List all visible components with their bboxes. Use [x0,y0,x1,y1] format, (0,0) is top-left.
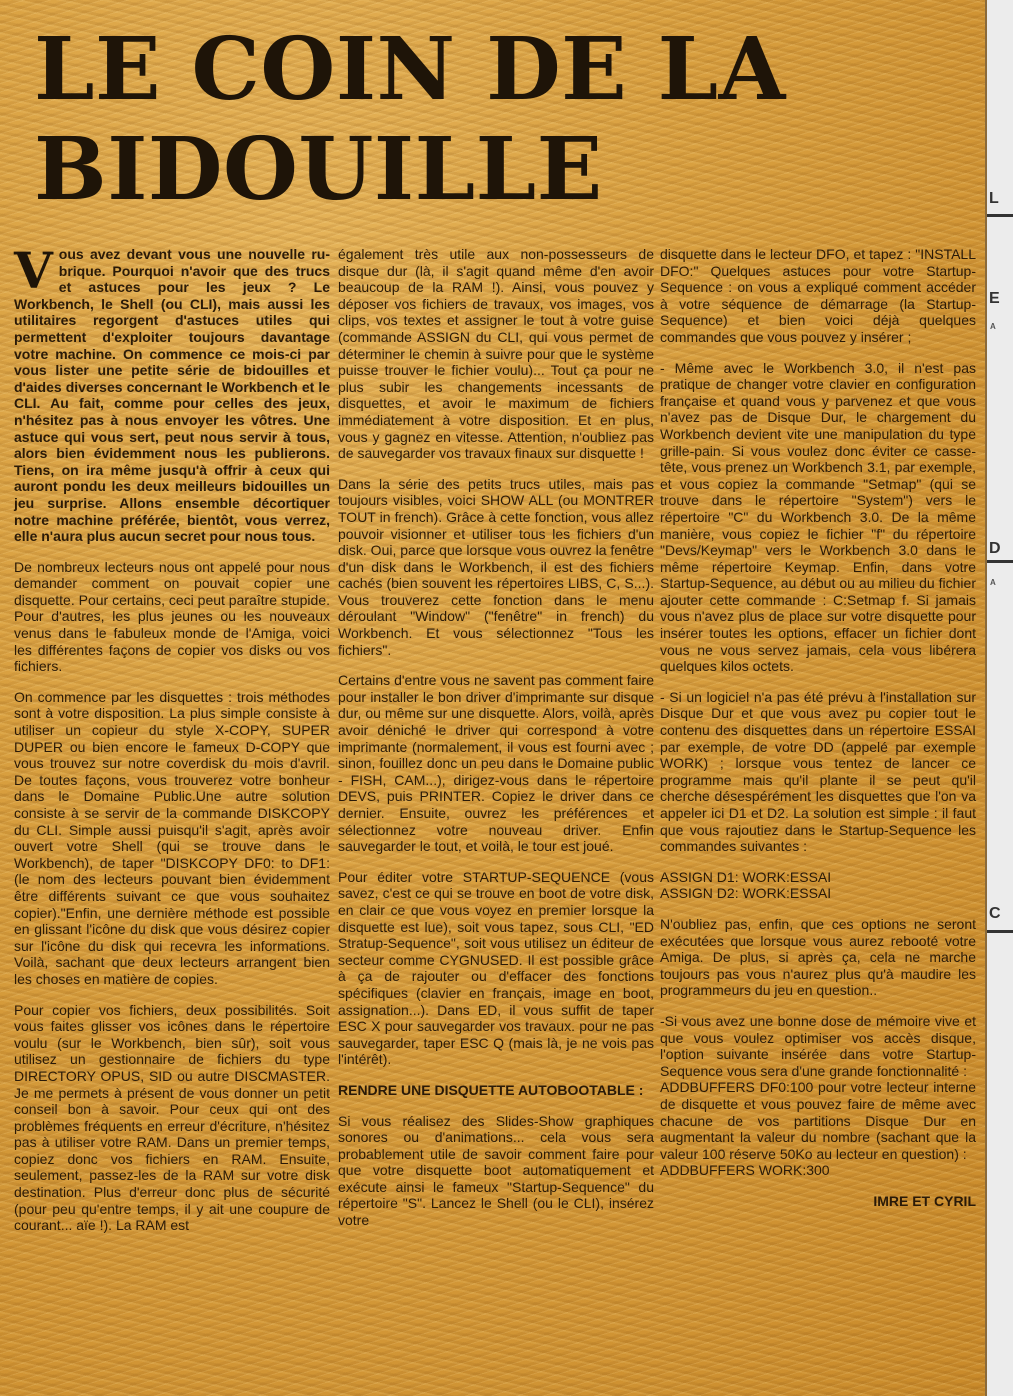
adjacent-page-edge [985,0,1013,1396]
paragraph: N'oubliez pas, enfin, que ces options ne seront exécutées que lorsque vous aurez rebooté votre Amiga. De plus, si après ça, cela ne marche toujours pas vous n'aurez plus qu'à maudire les programmeurs du jeu en question.. [660,915,976,999]
code-block [660,1162,976,1179]
code-line: ASSIGN D1: WORK:ESSAI [660,868,832,885]
paragraph: Si vous réalisez des Slides-Show graphiques sonores ou d'animations... cela vous sera probablement utile de savoir comment faire pour que votre disquette boot automatiquement et exécute ainsi le fameux "Startup-Sequence" du répertoire "S". Lancez le Shell (ou le CLI), insérez votre [338,1112,654,1229]
edge-letter: A [990,578,996,587]
paragraph: - Si un logiciel n'a pas été prévu à l'installation sur Disque Dur et que vous avez pu copier tout le contenu des disquettes dans un répertoire ESSAI par exemple, de votre DD (appelé par exemple WORK) ; lorsque vous tentez de lancer ce programme mais qu'il plante il se peut qu'il cherche désespérément les disquettes que l'on va appeler ici D1 et D2. La solution est simple : il faut que vous rajoutiez dans le Startup-Sequence les commandes suivantes : [660,688,976,855]
code-block [660,869,976,902]
edge-letter: C [989,905,1001,922]
divider [987,214,1013,217]
code-line: ASSIGN D2: WORK:ESSAI [660,885,832,902]
code-line: ADDBUFFERS WORK:300 [660,1162,830,1179]
intro-text: ous avez devant vous une nouvelle ru-brique. Pourquoi n'avoir que des trucs et astuces pour les jeux ? Le Workbench, le Shell (ou CLI), mais aussi les utilitaires regorgent d'astuces utiles qui permettent d'exploiter toujours davantage votre machine. On commence ce mois-ci par vous lister une petite série de bidouilles et d'aides diverses concernant le Workbench et le CLI. Au fait, comme pour celles des jeux, n'hésitez pas à nous envoyer les vôtres. Une astuce qui vous sert, peut nous servir à tous, alors bien évidemment nous les publierons. Tiens, on ira même jusqu'à offrir à ceux qui auront pondu les deux meilleurs bidouilles un jeu surprise. Allons ensemble décortiquer notre machine préférée, bientôt, vous verrez, elle n'aura plus aucun secret pour nous tous. [14,246,330,545]
paragraph: Certains d'entre vous ne savent pas comment faire pour installer le bon driver d'imprimante sur disque dur, ou même sur une disquette. Alors, voilà, après avoir déniché le driver qui correspond à votre imprimante (normalement, il vous est fourni avec ; sinon, fouillez donc un peu dans le Domaine public - FISH, CAM...), dirigez-vous dans le répertoire DEVS, puis PRINTER. Copiez le driver dans ce dernier. Ensuite, ouvrez les préférences et sélectionnez votre nouveau driver. Enfin sauvegarder le tout, et voilà, le tour est joué. [338,672,654,855]
paragraph: également très utile aux non-possesseurs de disque dur (là, il s'agit quand même d'en avoir beaucoup de la RAM !). Ainsi, vous pouvez y déposer vos fichiers de travaux, vos images, vos clips, vos textes et assigner le tout à votre guise (commande ASSIGN du CLI, qui vous permet de déterminer le chemin à suivre pour que le système puisse trouver le fichier voulu)... Tout ça pour ne plus subir les changements incessants de disquettes, et avoir le maximum de fichiers immédiatement à votre disposition. Et en plus, vous y gagnez en vitesse. Attention, n'oubliez pas de sauvegarder vos travaux finaux sur disquette ! [338,246,654,462]
article-title [34,20,934,220]
edge-letter: A [990,322,996,331]
column-1 [14,241,330,1248]
paragraph: ADDBUFFERS DF0:100 pour votre lecteur interne de disquette et vous pouvez faire de même avec chacune de vos partitions Disque Dur en augmentant la valeur du nombre (sachant que la valeur 100 réserve 50Ko au lecteur en question) : [660,1079,976,1162]
drop-cap: V [14,241,53,300]
paragraph: -Si vous avez une bonne dose de mémoire vive et que vous voulez optimiser vos accès disque, l'option suivante insérée dans votre Startup-Sequence vous sera d'une grande fonctionnalité : [660,1012,976,1079]
paragraph: Dans la série des petits trucs utiles, mais pas toujours visibles, voici SHOW ALL (ou MONTRER TOUT in french). Grâce à cette fonction, vous allez pouvoir visionner et utiliser tous les fichiers d'un disk. Oui, parce que lorsque vous ouvrez la fenêtre d'un disk dans le Workbench, il est des fichiers cachés (bien souvent les répertoires LIBS, C, S...). Vous trouverez cette fonction dans le menu déroulant "Window" ("fenêtre" in french) du Workbench. Et vous sélectionnez "Tous les fichiers". [338,475,654,658]
title-line-1: LE COIN DE LA [34,19,786,120]
divider [987,560,1013,563]
intro-paragraph [14,241,330,545]
edge-letter: D [989,540,1001,557]
divider [987,930,1013,933]
paragraph: Pour copier vos fichiers, deux possibilités. Soit vous faites glisser vos icônes dans le répertoire voulu (sur le Workbench, bien sûr), soit vous utilisez un gestionnaire de fichiers du type DIRECTORY OPUS, SID ou autre DISCMASTER. Je me permets à présent de vous donner un petit conseil bon à savoir. Pour ceux qui ont des problèmes fréquents en erreur d'écriture, n'hésitez pas à utiliser votre RAM. Dans un premier temps, copiez donc vos fichiers en RAM. Ensuite, seulement, passez-les de la RAM sur votre disk destination. Plus d'erreur donc plus de sécurité (pour peu qu'entre temps, il y ait une coupure de courant... aïe !). La RAM est [14,1001,330,1234]
paragraph: Pour éditer votre STARTUP-SEQUENCE (vous savez, c'est ce qui se trouve en boot de votre disk, en clair ce que vous voyez en premier lorsque la disquette est lue), soit vous tapez, sous CLI, "ED Stratup-Sequence", soit vous utilisez un éditeur de secteur comme CYGNUSED. Il est possible grâce à ça de rajouter ou d'effacer des fonctions spécifiques (clavier en français, image en boot, assignation...). Dans ED, il vous suffit de taper ESC X pour sauvegarder vos travaux. pour ne pas sauvegarder, taper ESC Q (mais là, je ne vois pas l'intérêt). [338,868,654,1068]
column-2 [338,246,654,1243]
paragraph: disquette dans le lecteur DFO, et tapez : "INSTALL DFO:" Quelques astuces pour votre Startup-Sequence : on vous a expliqué comment accéder à votre séquence de démarrage (la Startup-Sequence) et bien voici déjà quelques commandes que vous pouvez y insérer ; [660,246,976,345]
edge-letter: L [989,190,999,207]
paragraph: - Même avec le Workbench 3.0, il n'est pas pratique de changer votre clavier en configuration française et quand vous y parvenez et que vous n'avez pas de Disque Dur, le chargement du Workbench devient vite une manipulation du type grille-pain. Si vous voulez donc éviter ce casse-tête, vous prenez un Workbench 3.1, par exemple, et vous copiez la commande "Setmap" (qui se trouve dans le répertoire "System") vers le répertoire "C" du Workbench 3.0. De la même manière, vous copiez le fichier "f" du répertoire "Devs/Keymap" vers le Workbench 3.0 dans le même répertoire Keymap. Enfin, dans votre Startup-Sequence, au début ou au milieu du fichier ajouter cette commande : C:Setmap f. Si jamais vous n'avez plus de place sur votre disquette pour insérer toutes les options, effacer un fichier dont vous ne vous servez jamais, cela vous libérera quelques kilos octets. [660,359,976,675]
column-3 [660,246,976,1209]
section-heading: RENDRE UNE DISQUETTE AUTOBOOTABLE : [338,1081,644,1098]
paragraph: On commence par les disquettes : trois méthodes sont à votre disposition. La plus simple consiste à utiliser un copieur du style X-COPY, SUPER DUPER ou bien encore le fameux D-COPY que vous trouvez sur notre coverdisk du mois d'avril. De toutes façons, vous trouverez votre bonheur dans le Domaine Public.Une autre solution consiste à se servir de la commande DISKCOPY du CLI. Simple aussi puisqu'il s'agit, après avoir ouvert votre Shell (qui se trouve dans le Workbench), de taper "DISKCOPY DF0: to DF1: (le nom des lecteurs pouvant bien évidemment être différents suivant ce que vous souhaitez copier)."Enfin, une dernière méthode est possible en glissant l'icône du disk que vous désirez copier sur l'icône du disk qui recevra les informations. Voilà, sachant que deux lecteurs arrangent bien les choses en matière de copies. [14,688,330,987]
paragraph: De nombreux lecteurs nous ont appelé pour nous demander comment on pouvait copier une disquette. Pour certains, ceci peut paraître stupide. Pour d'autres, les plus jeunes ou les nouveaux venus dans le fabuleux monde de l'Amiga, voici les différentes façons de copier vos disks ou vos fichiers. [14,558,330,675]
edge-letter: E [989,290,1000,307]
author-signature: IMRE ET CYRIL [873,1192,976,1209]
title-line-2: BIDOUILLE [34,119,603,220]
